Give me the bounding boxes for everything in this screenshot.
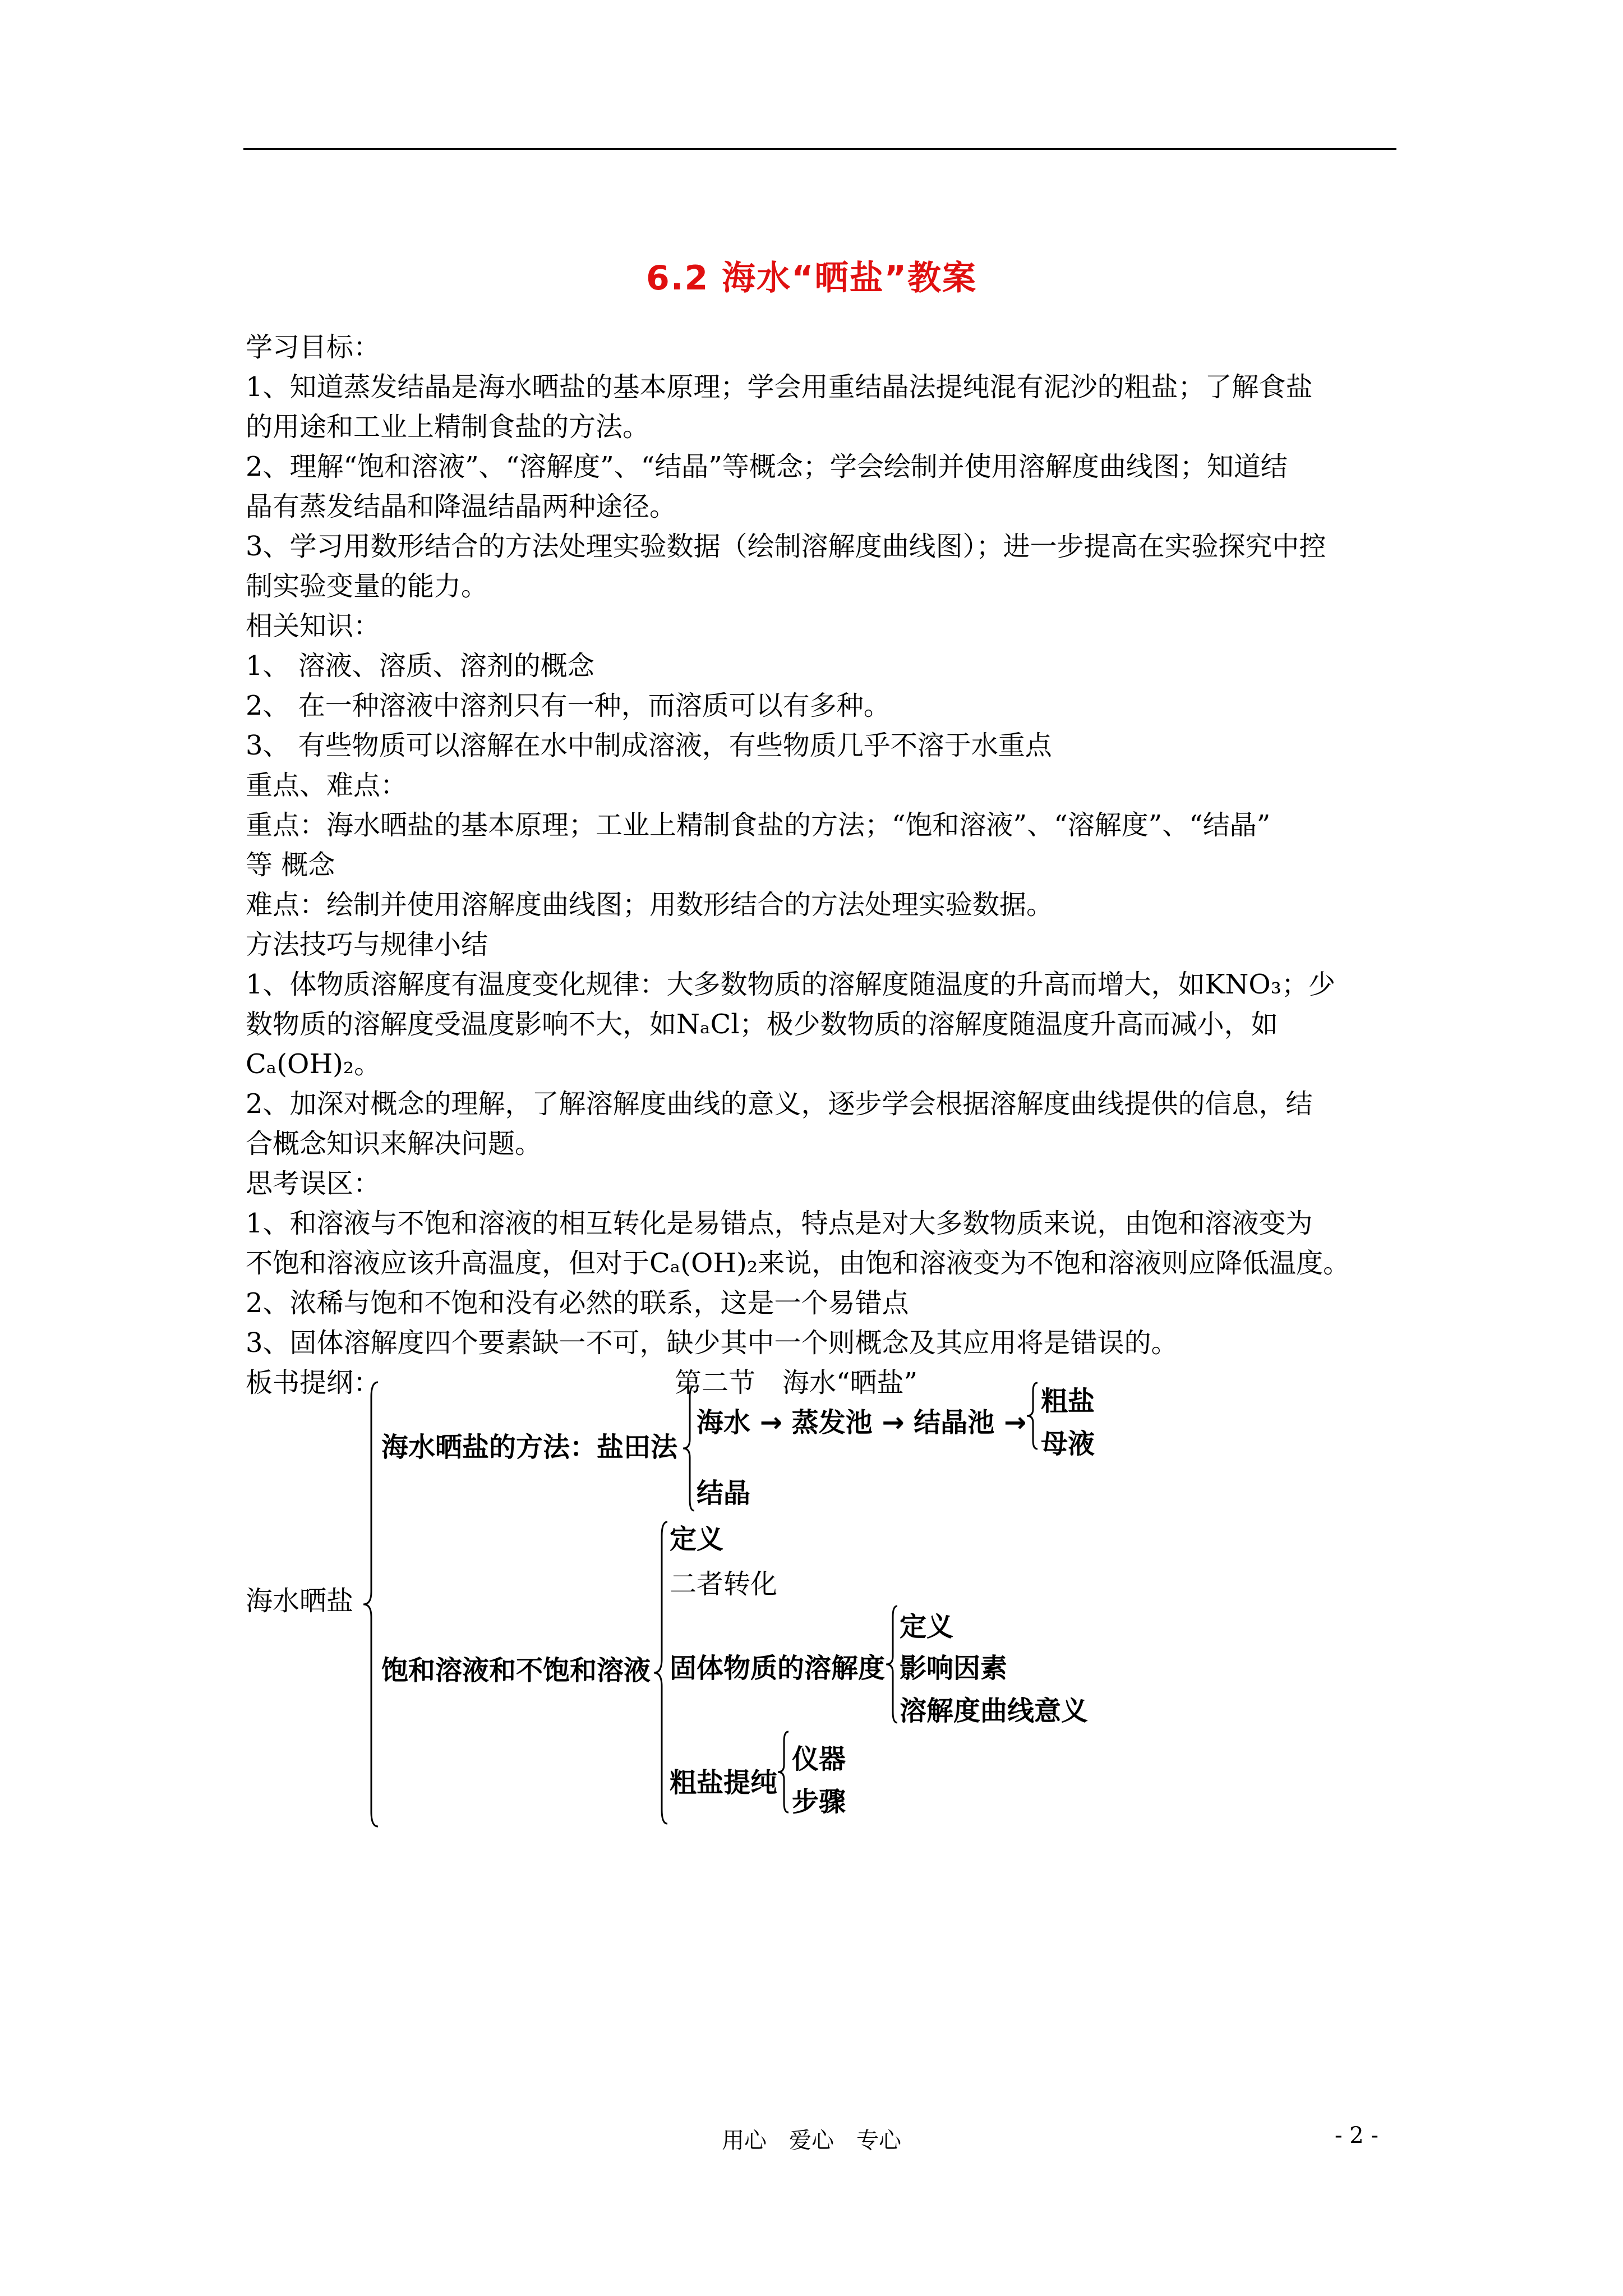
outline-factors: 影响因素 [900,1653,1008,1684]
paragraph-line: 等 概念 [246,849,335,881]
outline-root: 海水晒盐 [246,1585,354,1617]
paragraph-line: 3、学习用数形结合的方法处理实验数据（绘制溶解度曲线图）；进一步提高在实验探究中控 [246,531,1326,562]
paragraph-line: 制实验变量的能力。 [246,570,488,602]
outline-sol-definition: 定义 [900,1611,954,1642]
footer-motto: 用心 爱心 专心 [722,2128,901,2154]
paragraph-line: 难点：绘制并使用溶解度曲线图；用数形结合的方法处理实验数据。 [246,889,1054,921]
paragraph-line: 数物质的溶解度受温度影响不大，如NₐCl；极少数物质的溶解度随温度升高而减小，如 [246,1009,1278,1040]
outline-instrument: 仪器 [792,1743,846,1775]
page-title: 6.2 海水“晒盐”教案 [645,259,978,298]
paragraph-line: Cₐ(OH)₂。 [246,1048,381,1080]
method-brace [680,1384,697,1512]
purify-brace [775,1730,791,1814]
paragraph-line: 1、和溶液与不饱和溶液的相互转化是易错点，特点是对大多数物质来说，由饱和溶液变为 [246,1208,1313,1239]
solubility-brace [883,1604,900,1724]
outline-method: 海水晒盐的方法：盐田法 [381,1432,678,1463]
paragraph-line: 1、 溶液、溶质、溶剂的概念 [246,650,594,682]
paragraph-line: 合概念知识来解决问题。 [246,1128,542,1159]
paragraph-line: 的用途和工业上精制食盐的方法。 [246,411,650,443]
outline-solubility: 固体物质的溶解度 [670,1653,886,1684]
outline-coarse-salt: 粗盐 [1041,1386,1095,1417]
paragraph-line: 3、固体溶解度四个要素缺一不可，缺少其中一个则概念及其应用将是错误的。 [246,1327,1178,1359]
paragraph-line: 2、 在一种溶液中溶剂只有一种，而溶质可以有多种。 [246,690,891,721]
saturated-brace [651,1520,670,1825]
paragraph-line: 重点：海水晒盐的基本原理；工业上精制食盐的方法；“饱和溶液”、“溶解度”、“结晶” [246,809,1271,841]
page-number: - 2 - [1335,2123,1378,2148]
outline-steps: 步骤 [792,1786,846,1818]
paragraph-line: 2、浓稀与饱和不饱和没有必然的联系，这是一个易错点 [246,1287,909,1319]
board-label: 板书提纲： [246,1367,381,1398]
outline-mother-liquor: 母液 [1041,1428,1095,1460]
outline-flow: 海水 → 蒸发池 → 结晶池 → [697,1407,1027,1438]
outline-definition: 定义 [670,1524,724,1555]
paragraph-line: 重点、难点： [246,770,408,801]
paragraph-line: 2、加深对概念的理解，了解溶解度曲线的意义，逐步学会根据溶解度曲线提供的信息，结 [246,1088,1313,1120]
outline-conversion: 二者转化 [670,1568,778,1600]
paragraph-line: 晶有蒸发结晶和降温结晶两种途径。 [246,491,677,522]
paragraph-line: 学习目标： [246,332,381,363]
paragraph-line: 1、知道蒸发结晶是海水晒盐的基本原理；学会用重结晶法提纯混有泥沙的粗盐；了解食盐 [246,371,1313,403]
outline-saturated: 饱和溶液和不饱和溶液 [381,1655,651,1686]
paragraph-line: 方法技巧与规律小结 [246,929,488,960]
outline-crystal: 结晶 [697,1478,751,1509]
paragraph-line: 相关知识： [246,610,381,642]
paragraph-line: 3、 有些物质可以溶解在水中制成溶液，有些物质几乎不溶于水重点 [246,730,1052,761]
paragraph-line: 1、体物质溶解度有温度变化规律：大多数物质的溶解度随温度的升高而增大，如KNO₃；少 [246,969,1335,1000]
board-subtitle: 第二节 海水“晒盐” [675,1367,918,1398]
paragraph-line: 思考误区： [246,1168,381,1199]
outline-purify: 粗盐提纯 [670,1767,778,1798]
paragraph-line: 不饱和溶液应该升高温度，但对于Cₐ(OH)₂来说，由饱和溶液变为不饱和溶液则应降低温度。 [246,1248,1350,1279]
root-brace [359,1380,381,1829]
paragraph-line: 2、理解“饱和溶液”、“溶解度”、“结晶”等概念；学会绘制并使用溶解度曲线图；知道结 [246,451,1288,482]
outline-curve-meaning: 溶解度曲线意义 [900,1695,1089,1727]
